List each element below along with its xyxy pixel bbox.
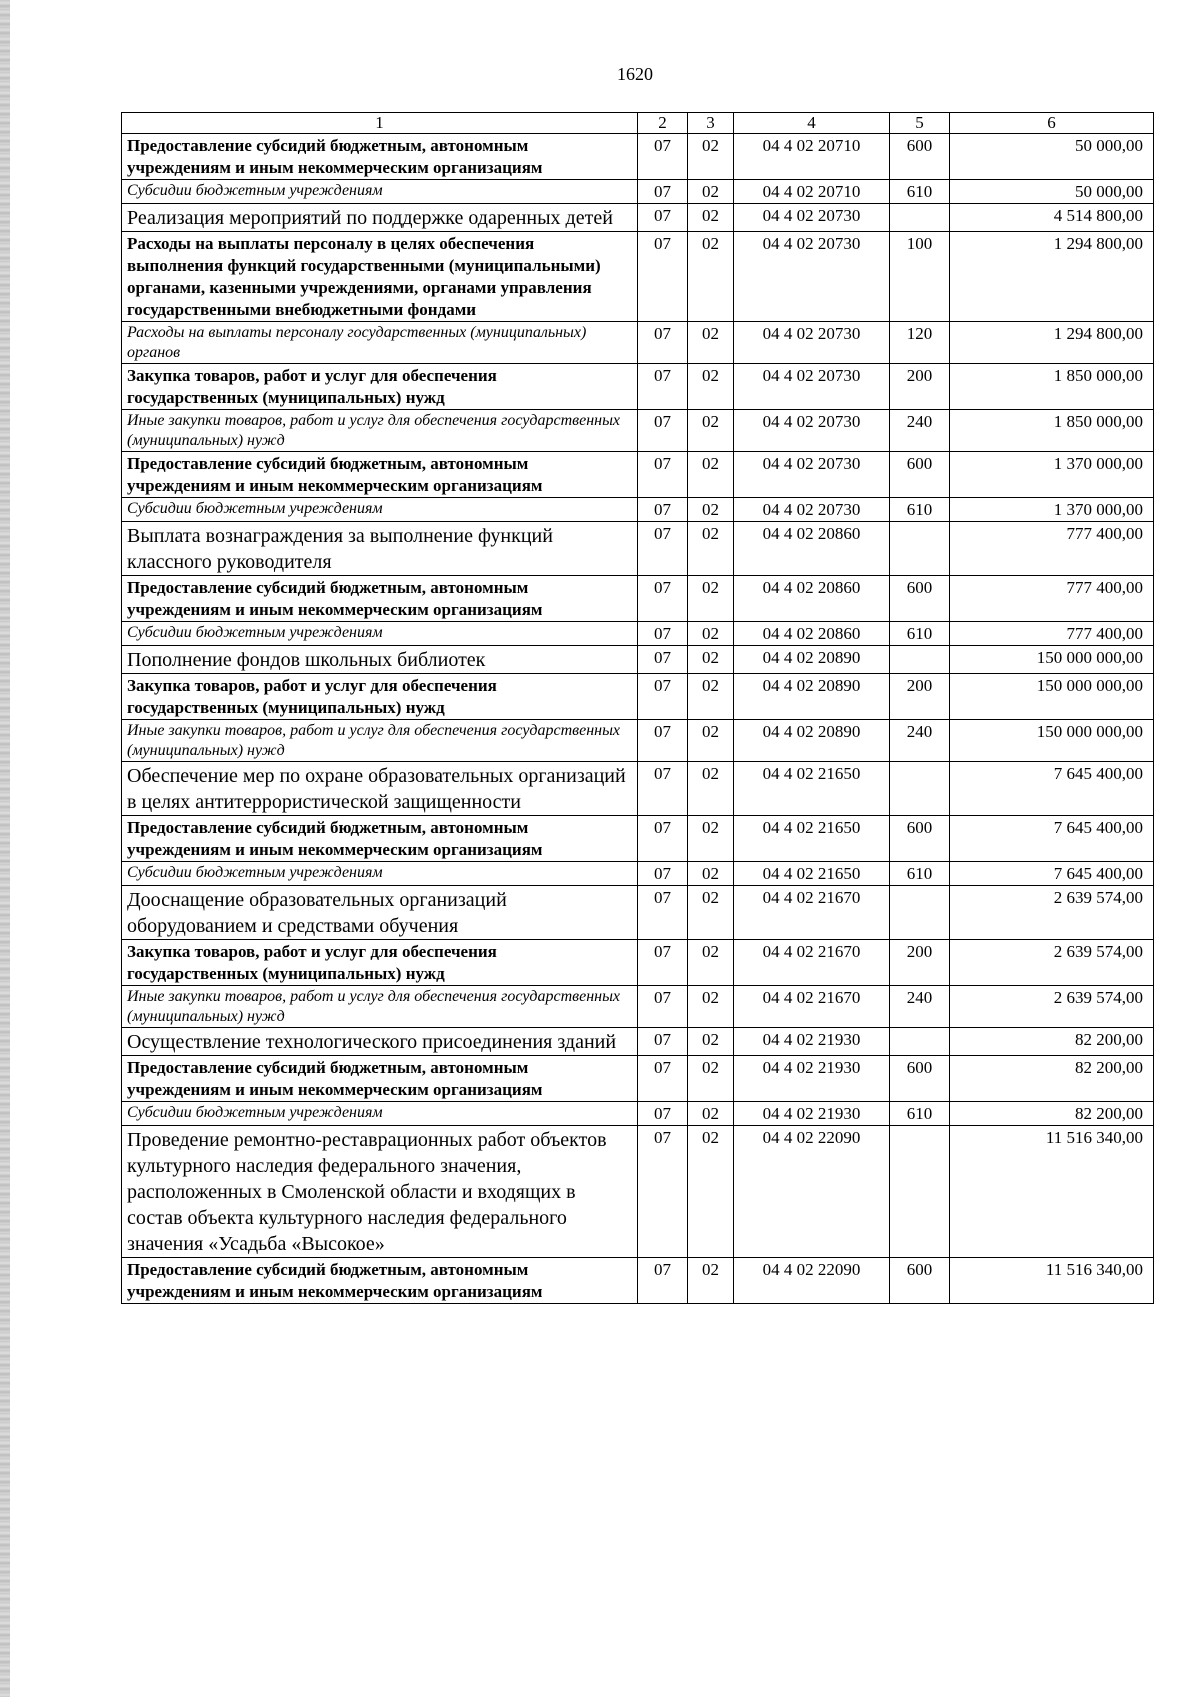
row-code-cell: 07 (638, 816, 688, 862)
row-name-cell: Предоставление субсидий бюджетным, автономным учреждениям и иным некоммерческим организациям (122, 452, 638, 498)
table-row (122, 1258, 1154, 1304)
row-code-cell: 04 4 02 22090 (734, 1258, 890, 1304)
row-code-cell: 200 (890, 364, 950, 410)
row-code-cell: 07 (638, 1258, 688, 1304)
table-row (122, 720, 1154, 762)
row-code-cell: 02 (688, 452, 734, 498)
row-code-cell: 07 (638, 646, 688, 674)
row-amount-cell: 50 000,00 (950, 180, 1154, 204)
row-code-cell: 04 4 02 20710 (734, 180, 890, 204)
row-code-cell: 610 (890, 862, 950, 886)
row-code-cell: 07 (638, 1126, 688, 1258)
row-amount-cell: 50 000,00 (950, 134, 1154, 180)
scan-edge (0, 0, 10, 1697)
row-amount-cell: 7 645 400,00 (950, 862, 1154, 886)
table-row (122, 498, 1154, 522)
row-code-cell: 120 (890, 322, 950, 364)
row-code-cell: 07 (638, 1028, 688, 1056)
row-name-cell: Субсидии бюджетным учреждениям (122, 622, 638, 646)
row-name-cell: Предоставление субсидий бюджетным, автономным учреждениям и иным некоммерческим организациям (122, 134, 638, 180)
row-code-cell (890, 1126, 950, 1258)
row-code-cell (890, 522, 950, 576)
row-name-cell: Предоставление субсидий бюджетным, автономным учреждениям и иным некоммерческим организациям (122, 1258, 638, 1304)
row-name-cell: Обеспечение мер по охране образовательных организаций в целях антитеррористической защищенности (122, 762, 638, 816)
row-code-cell: 07 (638, 134, 688, 180)
row-code-cell: 07 (638, 862, 688, 886)
table-row (122, 1102, 1154, 1126)
table-row (122, 674, 1154, 720)
row-amount-cell: 150 000 000,00 (950, 720, 1154, 762)
row-code-cell: 600 (890, 134, 950, 180)
row-code-cell: 04 4 02 20730 (734, 232, 890, 322)
row-code-cell: 07 (638, 364, 688, 410)
row-name-cell: Субсидии бюджетным учреждениям (122, 1102, 638, 1126)
table-row (122, 816, 1154, 862)
row-code-cell: 04 4 02 20730 (734, 498, 890, 522)
row-code-cell: 600 (890, 1258, 950, 1304)
row-name-cell: Реализация мероприятий по поддержке одаренных детей (122, 204, 638, 232)
table-row (122, 322, 1154, 364)
row-name-cell: Расходы на выплаты персоналу государственных (муниципальных) органов (122, 322, 638, 364)
table-row (122, 522, 1154, 576)
row-amount-cell: 11 516 340,00 (950, 1126, 1154, 1258)
row-amount-cell: 777 400,00 (950, 576, 1154, 622)
row-amount-cell: 1 294 800,00 (950, 322, 1154, 364)
table-row (122, 232, 1154, 322)
row-amount-cell: 150 000 000,00 (950, 646, 1154, 674)
row-name-cell: Субсидии бюджетным учреждениям (122, 498, 638, 522)
row-code-cell: 04 4 02 20860 (734, 522, 890, 576)
row-code-cell: 02 (688, 816, 734, 862)
row-name-cell: Предоставление субсидий бюджетным, автономным учреждениям и иным некоммерческим организациям (122, 816, 638, 862)
row-code-cell: 200 (890, 940, 950, 986)
row-code-cell: 240 (890, 720, 950, 762)
row-code-cell: 02 (688, 1126, 734, 1258)
row-name-cell: Субсидии бюджетным учреждениям (122, 862, 638, 886)
row-name-cell: Выплата вознаграждения за выполнение функций классного руководителя (122, 522, 638, 576)
row-code-cell: 240 (890, 986, 950, 1028)
row-code-cell: 02 (688, 886, 734, 940)
row-code-cell: 02 (688, 180, 734, 204)
row-code-cell: 07 (638, 452, 688, 498)
table-row (122, 134, 1154, 180)
row-code-cell: 04 4 02 20730 (734, 322, 890, 364)
row-code-cell: 04 4 02 20890 (734, 720, 890, 762)
row-code-cell: 04 4 02 20730 (734, 364, 890, 410)
row-code-cell: 02 (688, 720, 734, 762)
row-code-cell: 07 (638, 522, 688, 576)
row-amount-cell: 1 850 000,00 (950, 364, 1154, 410)
table-row (122, 622, 1154, 646)
row-code-cell: 02 (688, 1102, 734, 1126)
row-code-cell: 07 (638, 410, 688, 452)
row-code-cell: 07 (638, 1102, 688, 1126)
row-code-cell: 07 (638, 986, 688, 1028)
table-row (122, 364, 1154, 410)
row-code-cell: 02 (688, 986, 734, 1028)
row-code-cell: 100 (890, 232, 950, 322)
table-row (122, 410, 1154, 452)
row-code-cell: 02 (688, 232, 734, 322)
row-code-cell: 07 (638, 674, 688, 720)
row-code-cell: 04 4 02 21650 (734, 816, 890, 862)
row-amount-cell: 82 200,00 (950, 1028, 1154, 1056)
row-amount-cell: 777 400,00 (950, 622, 1154, 646)
row-code-cell: 04 4 02 21670 (734, 940, 890, 986)
row-amount-cell: 777 400,00 (950, 522, 1154, 576)
row-code-cell: 04 4 02 20860 (734, 622, 890, 646)
table-row (122, 204, 1154, 232)
row-amount-cell: 11 516 340,00 (950, 1258, 1154, 1304)
row-amount-cell: 2 639 574,00 (950, 940, 1154, 986)
row-code-cell: 610 (890, 180, 950, 204)
row-code-cell: 02 (688, 576, 734, 622)
row-amount-cell: 2 639 574,00 (950, 986, 1154, 1028)
row-code-cell: 02 (688, 762, 734, 816)
row-name-cell: Иные закупки товаров, работ и услуг для обеспечения государственных (муниципальных) нужд (122, 720, 638, 762)
table-row (122, 762, 1154, 816)
row-code-cell: 600 (890, 816, 950, 862)
row-code-cell: 02 (688, 410, 734, 452)
row-code-cell: 02 (688, 1258, 734, 1304)
row-amount-cell: 1 370 000,00 (950, 452, 1154, 498)
row-code-cell: 07 (638, 762, 688, 816)
row-code-cell: 04 4 02 20890 (734, 674, 890, 720)
table-row (122, 452, 1154, 498)
row-name-cell: Закупка товаров, работ и услуг для обеспечения государственных (муниципальных) нужд (122, 674, 638, 720)
row-code-cell: 07 (638, 576, 688, 622)
row-code-cell: 600 (890, 1056, 950, 1102)
row-code-cell: 04 4 02 21930 (734, 1028, 890, 1056)
row-amount-cell: 1 370 000,00 (950, 498, 1154, 522)
row-code-cell (890, 886, 950, 940)
row-code-cell: 600 (890, 452, 950, 498)
row-code-cell: 04 4 02 20730 (734, 452, 890, 498)
table-row (122, 180, 1154, 204)
row-code-cell: 04 4 02 21650 (734, 862, 890, 886)
row-code-cell: 02 (688, 1028, 734, 1056)
row-amount-cell: 2 639 574,00 (950, 886, 1154, 940)
column-header: 6 (950, 113, 1154, 134)
column-header: 2 (638, 113, 688, 134)
row-name-cell: Проведение ремонтно-реставрационных работ объектов культурного наследия федерального значения, расположенных в Смоленской области и входящих в состав объекта культурного наследия федерального значения «Усадьба «Высокое» (122, 1126, 638, 1258)
row-code-cell: 04 4 02 20860 (734, 576, 890, 622)
row-code-cell (890, 646, 950, 674)
row-code-cell: 04 4 02 20710 (734, 134, 890, 180)
row-name-cell: Предоставление субсидий бюджетным, автономным учреждениям и иным некоммерческим организациям (122, 1056, 638, 1102)
row-code-cell (890, 762, 950, 816)
row-amount-cell: 4 514 800,00 (950, 204, 1154, 232)
row-name-cell: Пополнение фондов школьных библиотек (122, 646, 638, 674)
row-amount-cell: 1 294 800,00 (950, 232, 1154, 322)
row-code-cell: 07 (638, 720, 688, 762)
table-row (122, 862, 1154, 886)
row-name-cell: Иные закупки товаров, работ и услуг для обеспечения государственных (муниципальных) нужд (122, 986, 638, 1028)
row-amount-cell: 82 200,00 (950, 1102, 1154, 1126)
row-name-cell: Осуществление технологического присоединения зданий (122, 1028, 638, 1056)
budget-table (121, 112, 1154, 1304)
row-code-cell: 02 (688, 364, 734, 410)
row-code-cell: 04 4 02 21670 (734, 886, 890, 940)
row-code-cell: 02 (688, 1056, 734, 1102)
row-code-cell: 600 (890, 576, 950, 622)
row-code-cell: 04 4 02 21670 (734, 986, 890, 1028)
table-header-row (122, 113, 1154, 134)
row-name-cell: Предоставление субсидий бюджетным, автономным учреждениям и иным некоммерческим организациям (122, 576, 638, 622)
row-code-cell: 02 (688, 522, 734, 576)
row-code-cell: 07 (638, 322, 688, 364)
row-code-cell: 02 (688, 674, 734, 720)
row-name-cell: Субсидии бюджетным учреждениям (122, 180, 638, 204)
column-header: 4 (734, 113, 890, 134)
row-code-cell: 04 4 02 20730 (734, 204, 890, 232)
page-number: 1620 (617, 64, 653, 84)
row-code-cell: 02 (688, 862, 734, 886)
table-row (122, 1028, 1154, 1056)
table-row (122, 986, 1154, 1028)
table-row (122, 886, 1154, 940)
row-code-cell: 02 (688, 204, 734, 232)
row-code-cell: 04 4 02 21650 (734, 762, 890, 816)
table-row (122, 1056, 1154, 1102)
row-amount-cell: 7 645 400,00 (950, 816, 1154, 862)
row-name-cell: Закупка товаров, работ и услуг для обеспечения государственных (муниципальных) нужд (122, 364, 638, 410)
row-code-cell: 04 4 02 22090 (734, 1126, 890, 1258)
row-code-cell: 02 (688, 322, 734, 364)
row-code-cell: 07 (638, 622, 688, 646)
column-header: 3 (688, 113, 734, 134)
column-header: 1 (122, 113, 638, 134)
row-code-cell: 07 (638, 1056, 688, 1102)
row-code-cell: 07 (638, 498, 688, 522)
row-name-cell: Расходы на выплаты персоналу в целях обеспечения выполнения функций государственными (муниципальными) органами, казенными учреждениями, органами управления государственными внебюджетными фондами (122, 232, 638, 322)
row-code-cell: 04 4 02 21930 (734, 1056, 890, 1102)
row-code-cell: 07 (638, 232, 688, 322)
row-code-cell: 02 (688, 622, 734, 646)
row-code-cell: 610 (890, 498, 950, 522)
row-code-cell: 02 (688, 498, 734, 522)
row-code-cell: 07 (638, 886, 688, 940)
column-header: 5 (890, 113, 950, 134)
row-amount-cell: 82 200,00 (950, 1056, 1154, 1102)
row-code-cell: 04 4 02 20890 (734, 646, 890, 674)
row-amount-cell: 150 000 000,00 (950, 674, 1154, 720)
table-row (122, 940, 1154, 986)
row-amount-cell: 1 850 000,00 (950, 410, 1154, 452)
row-name-cell: Иные закупки товаров, работ и услуг для обеспечения государственных (муниципальных) нужд (122, 410, 638, 452)
row-code-cell: 610 (890, 1102, 950, 1126)
row-code-cell: 02 (688, 940, 734, 986)
row-code-cell: 610 (890, 622, 950, 646)
row-code-cell (890, 204, 950, 232)
table-body (122, 134, 1154, 1304)
row-code-cell: 04 4 02 21930 (734, 1102, 890, 1126)
row-code-cell: 07 (638, 180, 688, 204)
row-code-cell: 04 4 02 20730 (734, 410, 890, 452)
table-row (122, 576, 1154, 622)
row-code-cell: 240 (890, 410, 950, 452)
row-amount-cell: 7 645 400,00 (950, 762, 1154, 816)
row-code-cell: 07 (638, 940, 688, 986)
table-row (122, 1126, 1154, 1258)
row-name-cell: Дооснащение образовательных организаций оборудованием и средствами обучения (122, 886, 638, 940)
row-code-cell: 07 (638, 204, 688, 232)
row-code-cell: 02 (688, 134, 734, 180)
row-code-cell: 02 (688, 646, 734, 674)
table-row (122, 646, 1154, 674)
row-code-cell: 200 (890, 674, 950, 720)
row-code-cell (890, 1028, 950, 1056)
row-name-cell: Закупка товаров, работ и услуг для обеспечения государственных (муниципальных) нужд (122, 940, 638, 986)
